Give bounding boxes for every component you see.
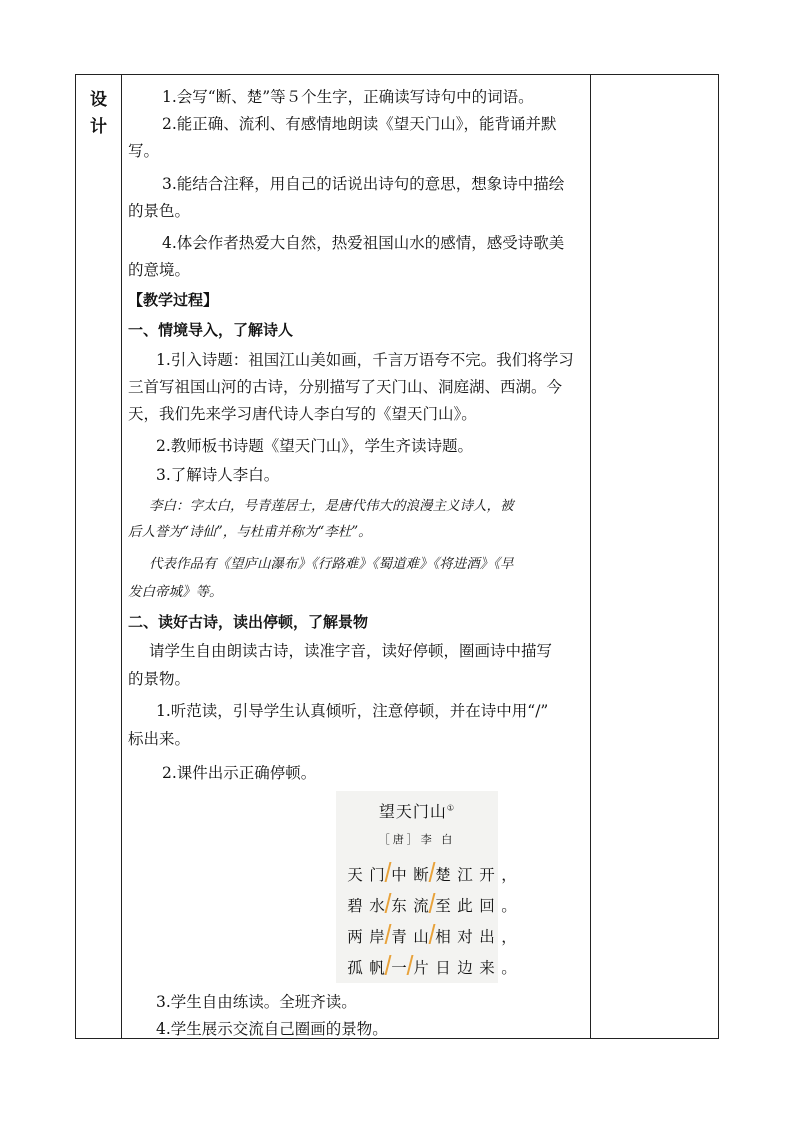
poem-char: 山	[413, 928, 429, 946]
poem-char: 江	[457, 866, 473, 884]
paragraph-line: 2.课件出示正确停顿。	[162, 764, 317, 782]
poet-note-line: 代表作品有《望庐山瀑布》《行路难》《蜀道难》《将进酒》《早	[149, 556, 514, 572]
poem-char: 帆	[369, 959, 385, 977]
poem-char: 一	[391, 959, 407, 977]
objective-line: 1.会写“断、楚”等５个生字，正确读写诗句中的词语。	[162, 88, 534, 106]
poem-author: ［唐］李 白	[378, 833, 456, 846]
lesson-plan-table	[75, 74, 719, 1039]
paragraph-line: 3.学生自由练读。全班齐读。	[156, 993, 357, 1011]
poet-note-line: 李白：字太白，号青莲居士，是唐代伟大的浪漫主义诗人，被	[149, 498, 514, 514]
column-divider	[590, 75, 591, 1038]
poem-char: 回	[479, 897, 495, 915]
poem-char: 出	[479, 928, 495, 946]
poem-char: ，	[501, 928, 517, 946]
section-heading: 一、情境导入，了解诗人	[128, 321, 294, 339]
poem-char: ，	[501, 866, 517, 884]
label-column	[76, 75, 121, 1038]
label-char: 设	[90, 90, 107, 110]
paragraph-line: 4.学生展示交流自己圈画的景物。	[156, 1020, 388, 1038]
section-title: 【教学过程】	[128, 291, 219, 309]
paragraph-line: 2.教师板书诗题《望天门山》，学生齐读诗题。	[156, 437, 474, 455]
poem-char: 流	[413, 897, 429, 915]
poet-note-line: 后人誉为“诗仙”，与杜甫并称为“李杜”。	[128, 524, 372, 540]
paragraph-line: 的景物。	[128, 670, 191, 688]
paragraph-line: 三首写祖国山河的古诗，分别描写了天门山、洞庭湖、西湖。今	[128, 378, 563, 396]
paragraph-line: 标出来。	[128, 730, 191, 748]
section-heading: 二、读好古诗，读出停顿，了解景物	[128, 613, 369, 631]
poem-char: 此	[457, 897, 473, 915]
poem-char: 孤	[347, 959, 363, 977]
objective-line: 的景色。	[128, 202, 191, 220]
poem-char: 两	[347, 928, 363, 946]
objective-line: 2.能正确、流利、有感情地朗读《望天门山》，能背诵并默	[162, 115, 557, 133]
poem-char: 对	[457, 928, 473, 946]
paragraph-line: 请学生自由朗读古诗，读准字音，读好停顿，圈画诗中描写	[149, 642, 553, 660]
poem-char: 水	[369, 897, 385, 915]
poem-char: 片	[413, 959, 429, 977]
poem-char: 日	[435, 959, 451, 977]
poem-char: 天	[347, 866, 363, 884]
label-char: 计	[90, 117, 107, 137]
poem-line	[344, 956, 520, 978]
poem-char: 青	[391, 928, 407, 946]
poem-char: 碧	[347, 897, 363, 915]
poem-title-text: 望天门山	[378, 802, 447, 821]
poet-note-line: 发白帝城》等。	[128, 584, 223, 600]
paragraph-line: 3.了解诗人李白。	[156, 466, 280, 484]
poem-title	[336, 799, 498, 822]
objective-line: 4.体会作者热爱大自然，热爱祖国山水的感情，感受诗歌美	[162, 234, 565, 252]
paragraph-line: 1.引入诗题：祖国江山美如画，千言万语夸不完。我们将学习	[156, 351, 574, 369]
poem-char: 至	[435, 897, 451, 915]
poem-char: 边	[457, 959, 473, 977]
poem-char: 。	[501, 959, 517, 977]
paragraph-line: 天，我们先来学习唐代诗人李白写的《望天门山》。	[128, 405, 477, 423]
poem-char: 断	[413, 866, 429, 884]
poem-char: 相	[435, 928, 451, 946]
poem-char: 来	[479, 959, 495, 977]
poem-char: 开	[479, 866, 495, 884]
objective-line: 写。	[128, 142, 160, 160]
paragraph-line: 1.听范读，引导学生认真倾听，注意停顿，并在诗中用“/”	[156, 702, 549, 720]
objective-line: 3.能结合注释，用自己的话说出诗句的意思，想象诗中描绘	[162, 175, 565, 193]
content-column	[122, 75, 590, 1038]
poem-char: 中	[391, 866, 407, 884]
poem-char: 楚	[435, 866, 451, 884]
poem-title-note: ①	[446, 803, 456, 813]
objective-line: 的意境。	[128, 261, 191, 279]
poem-char: 。	[501, 897, 517, 915]
poem-image	[336, 791, 517, 983]
poem-char: 东	[391, 897, 407, 915]
poem-char: 门	[369, 866, 385, 884]
poem-char: 岸	[369, 928, 385, 946]
